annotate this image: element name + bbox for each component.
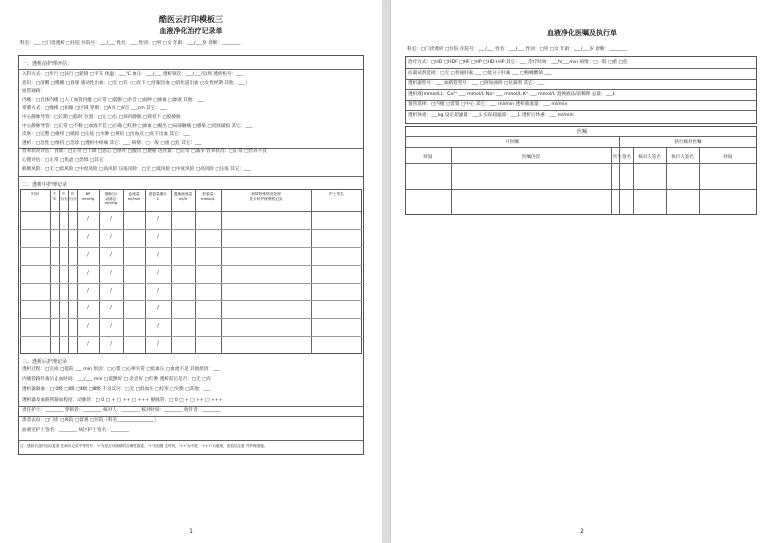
page-1-subtitle: 血液净化治疗记录单 [159, 27, 223, 35]
bp-slash: / [110, 233, 112, 240]
table-row [20, 336, 362, 337]
pre-dialysis-line: 跌倒风险：□无 □低风险 □中度风险 □高风险 压疮风险：□无 □低风险 □中度风险 □高风险 □压疮 其它：___ [22, 166, 252, 172]
page-1 [0, 0, 382, 543]
table-row [20, 283, 362, 284]
table-header-cell: 时间 [31, 192, 39, 196]
post-dialysis-line: 内瘘管路针拔后止血时间：___/___ min □震颤好 □ 杂音好 □红肿 透析前后是否：□无 □有 [22, 377, 212, 383]
table-row [20, 265, 362, 266]
post-dialysis-line: 透析过程：□完成 □提前 ___ min 原因：□心慌 □心律失常 □低血压 □血流不足 其他原因：___ [22, 367, 220, 372]
table-column-line [59, 189, 60, 354]
table-header-cell: R 次/分 [68, 192, 77, 201]
bp-slash: / [87, 287, 89, 294]
post-dialysis-line: 责任护士：________ 穿刺者：________ 核对人：________ 核对时间：________ 收针者：________ [22, 407, 221, 413]
page-2 [391, 0, 773, 543]
bp-slash: / [157, 251, 159, 258]
table-header-cell: P 次/分 [59, 192, 68, 201]
order-header-cell: 核对人签名 [638, 155, 661, 160]
table-column-line [171, 189, 172, 354]
table-column-line [195, 189, 196, 354]
table-header-cell: 血流量 ml/min [127, 192, 141, 201]
page-1-title: 酷医云打印模板三 [159, 15, 223, 24]
divider [18, 406, 364, 407]
pre-dialysis-line: 中心静脉导管：□长期 □临时 位置：□左 □右 □颈内静脉 □锁骨下 □股静脉 [22, 115, 181, 120]
page-number-2: 2 [580, 528, 584, 535]
table-column-line [123, 189, 124, 354]
table-column-line [311, 189, 312, 354]
pre-dialysis-line: 内瘘：□自体内瘘 □人工血管内瘘 □正常 □震颤 □杂音 □血肿 □渗血 □渗液 其他：___ [22, 97, 204, 103]
bp-slash: / [157, 269, 159, 276]
treatment-setting-line: 透析器型号：___ 血路管型号：___ □阿加曲班 □抗凝剂 其它：___ [408, 81, 545, 86]
table-header-cell: 护士签名 [329, 192, 344, 196]
post-dialysis-line: 透析器及血路管凝血程度：动脉管：□ 0 □ + □ ++ □ +++ 静脉管：□ 0 □ + □ ++ □ +++ [22, 397, 223, 403]
divider [405, 89, 757, 90]
bp-slash: / [87, 269, 89, 276]
table-column-line [68, 189, 69, 354]
order-title: 医嘱 [576, 129, 587, 135]
pre-dialysis-line: 心理评估：□正常 □焦虑 □恐惧 □其它 [22, 158, 104, 163]
divider [18, 416, 364, 417]
bp-slash: / [110, 341, 112, 348]
bp-slash: / [157, 216, 159, 222]
divider [405, 110, 757, 111]
page-2-title: 血液净化医嘱及执行单 [547, 29, 617, 37]
bp-slash: / [87, 216, 89, 222]
table-header-cell: BP mmHg [81, 192, 95, 201]
pre-dialysis-line: 营养状况评估：食欲：□正常 □下降 □恶心 □呕吐 □腹泻 □便秘 进食量：□正常 □减少 营养状况：□正常 □营养不良 [22, 149, 267, 155]
exec-order-title: 执行核对医嘱 [674, 140, 702, 145]
pre-dialysis-line: 皮肤：□完整 □瘙痒 □破损 □压疮 □水肿 □黄疸 □出血点 □皮下出血 其它：___ [22, 132, 191, 138]
pre-dialysis-line: 中心静脉导管：□正常 □不畅 □血液不佳 □正确 □红肿 □渗血 □脱出 □局部触痛 □感染 □皮肤破损 其它：___ [22, 123, 253, 129]
order-header-cell: 时间 [723, 155, 733, 160]
post-dialysis-line: 患者去向：□门诊 □离院 □留观 □住院（科室________________） [22, 418, 159, 423]
order-header-cell: 时间 [423, 155, 433, 160]
bp-slash: / [110, 287, 112, 294]
page-number: 1 [189, 528, 193, 535]
treatment-setting-line: 透析体重：___kg 设定超滤量：___L 实际超滤量：___L 透析后体重：___ ml/min [408, 112, 574, 118]
section-intra-dialysis-title: 二、透析中护理记录 [22, 182, 68, 188]
bp-slash: / [87, 305, 89, 312]
bp-slash: / [87, 323, 89, 330]
bp-slash: / [110, 251, 112, 258]
divider [405, 100, 757, 101]
table-header-cell: 病情特殊情况处理 及专科护理观察记录 [249, 192, 283, 201]
bp-slash: / [110, 323, 112, 330]
open-order-title: 开医嘱 [505, 140, 519, 145]
footnote: 注：透析后及时加以复查 在病历记录中等符号：'√'为是否对病情的合理性描述，'+'为加强 无时机，'++'为中度，'+++'为重度，请加以注意 并护理措施。 [20, 444, 268, 448]
divider [405, 79, 757, 80]
table-header-cell: 置换液流量 ml/h [173, 192, 193, 201]
table-header-cell: 肝素量 mmol/L [201, 192, 215, 201]
order-column-line [633, 147, 634, 215]
patient-header: 科室：___ □门诊透析 □住院 住院号：___/___ 姓名：___ 性别：□男 □女 年龄：___/___岁 诊断：________ [20, 41, 241, 46]
table-header-cell: 静脉压/ 动脉压 mmHg [104, 192, 118, 206]
post-dialysis-line: 血液室护士签名：________ 病区护士签名：________ [22, 428, 130, 434]
bp-slash: / [87, 251, 89, 258]
treatment-setting-line: 透析液(mmol/L)：Ca²⁺ ___ mmol/L Na⁺ ___ mmol/L K⁺ ___ mmol/L 置换液品/前稀释 总量：___L [408, 91, 616, 97]
bp-slash: / [157, 341, 159, 348]
bp-slash: / [110, 269, 112, 276]
table-header-cell: 超滤量累计 L [148, 192, 168, 201]
divider [405, 68, 757, 69]
pre-dialysis-line: 血管通路： [22, 89, 45, 95]
table-header-cell: T ℃ [52, 192, 57, 201]
treatment-setting-line: 抗凝试剂选择：□无 □普通肝素 ___ □低分子肝素 ___ □枸橼酸钠 ___ [408, 70, 552, 76]
table-row [20, 300, 362, 301]
table-header-line [20, 211, 362, 212]
bp-slash: / [110, 216, 112, 222]
table-row [20, 318, 362, 319]
bp-slash: / [110, 305, 112, 312]
treatment-setting-line: 置管选择：□内瘘 □留置 □中心 其它：___ ml/min 透析液流量：___ ml/min [408, 102, 568, 107]
page-gutter [382, 0, 391, 543]
table-row [20, 229, 362, 230]
table-row [20, 247, 362, 248]
bp-slash: / [87, 233, 89, 240]
order-header-cell: 医嘱内容 [522, 155, 540, 160]
patient-header-2: 科室：□门诊透析 □住院 住院号：___/___ 姓名：___/___ 性别：□男 □女 年龄：___/___岁 诊断：________ [407, 47, 628, 52]
pre-dialysis-line: 穿刺方式：□绳梯 □扣眼 □区域 穿刺：□A点 □V点 ___cm 其它：___ [22, 106, 167, 112]
table-column-line [221, 189, 222, 354]
bp-slash: / [157, 323, 159, 330]
section-post-dialysis-title: 三、透析后护理记录 [22, 359, 68, 365]
bp-slash: / [157, 305, 159, 312]
bp-slash: / [87, 341, 89, 348]
table-column-line [50, 189, 51, 354]
section-pre-dialysis-title: 一、透析前护理评估： [22, 61, 73, 67]
bp-slash: / [157, 287, 159, 294]
pre-dialysis-line: 入科方式：□步行 □扶行 □轮椅 □平车 体温：___℃ 血压：___/___ 透析频次：___/___次/周 透析机号：___ [22, 72, 244, 77]
pre-dialysis-line: 意识：□清醒 □嗜睡 □昏迷 感动性出血：□无 □有（□皮下 □牙龈出血 □消化道出血 □女性经期 其他：___） [22, 80, 250, 86]
pre-dialysis-line: 透析：□急性 □维持 □急诊 □透析中疼痛 其它：___ 病情：□一般 □重 □危 其它：___ [22, 140, 202, 146]
order-header-cell: 执行人签名 [671, 155, 694, 160]
treatment-setting-line: 治疗方式：□HD □HDF □HF □HP □HD+HP 其它：___ 治疗时间：___h/___min 病情：□一般 □重 □危 [408, 60, 628, 65]
order-header-cell: 医生签名 [613, 155, 631, 160]
bp-slash: / [157, 233, 159, 240]
post-dialysis-line: 透析器凝血：□ 0级 □Ⅰ级 □Ⅱ级 □Ⅲ级 不良反应：□无 □低血压 □痉挛 □失衡 □其他：___ [22, 387, 211, 393]
